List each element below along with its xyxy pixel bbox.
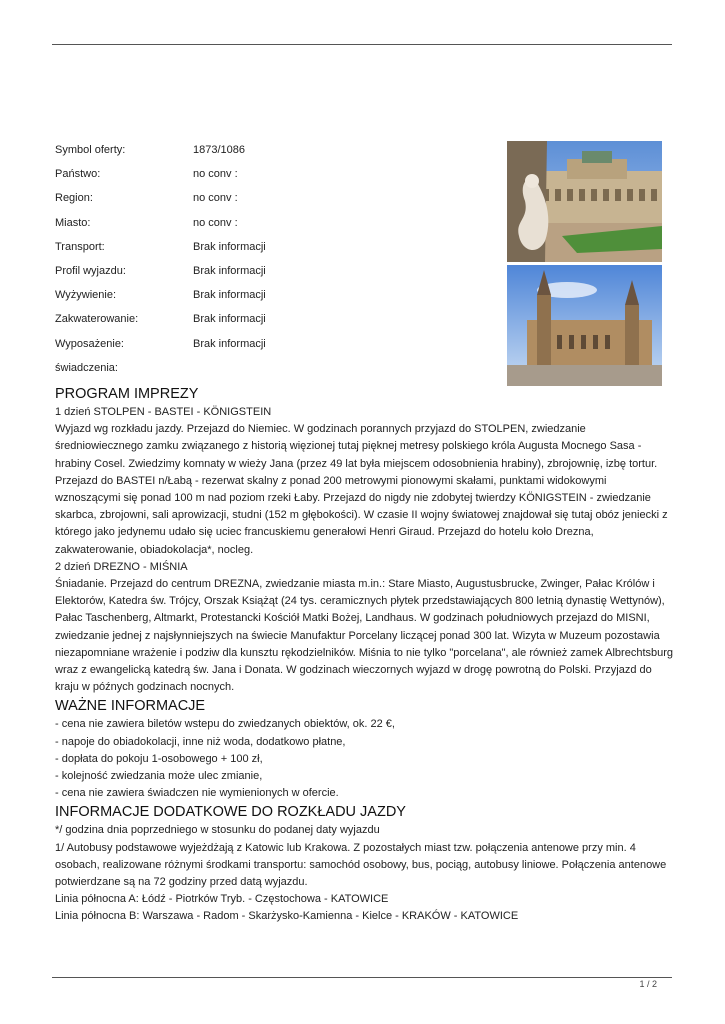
- program-line: wraz z ewangelicką katedrą św. Jana i Donata. W godzinach wieczornych wyjazd w drogę powrotną do Polski. Przyjazd do: [55, 664, 652, 677]
- schedule-line: Linia północna A: Łódź - Piotrków Tryb. - Częstochowa - KATOWICE: [55, 893, 389, 906]
- important-item: - kolejność zwiedzania może ulec zmianie,: [55, 770, 263, 783]
- offer-value: Brak informacji: [193, 240, 266, 253]
- program-line: wznoszącymi się ponad 100 m nad poziom rzeki Łaby. Przejazd do nigdy nie zdobytej twierdzy KÖNIGSTEIN - zwiedzanie: [55, 492, 651, 505]
- page-number: 1 / 2: [639, 979, 657, 989]
- program-line: hrabiny Cosel. Zwiedzimy komnaty w wieży Jana (przez 49 lat była miejscem odosobnienia hrabiny), zbrojownię, izbę tortur.: [55, 457, 658, 470]
- photo-cathedral: [507, 265, 662, 386]
- offer-row: [55, 309, 485, 333]
- program-line: kraju w późnych godzinach nocnych.: [55, 681, 235, 694]
- important-item: - cena nie zawiera biletów wstepu do zwiedzanych obiektów, ok. 22 €,: [55, 718, 395, 731]
- offer-row: [55, 358, 485, 382]
- important-item: - dopłata do pokoju 1-osobowego + 100 zł,: [55, 752, 263, 765]
- program-line: Wyjazd wg rozkładu jazdy. Przejazd do Niemiec. W godzinach porannych przyjazd do STOLPEN, zwiedzanie: [55, 423, 586, 436]
- important-heading: WAŻNE INFORMACJE: [55, 698, 206, 715]
- important-item: - napoje do obiadokolacji, inne niż woda, dodatkowo płatne,: [55, 735, 346, 748]
- offer-row: [55, 213, 485, 237]
- offer-label: Miasto:: [55, 216, 91, 229]
- schedule-line: osobach, realizowane różnymi środkami transportu: samochód osobowy, bus, pociąg, autobusy liniowe. Połączenia antenowe: [55, 858, 667, 871]
- schedule-line: potwierdzane są na 72 godziny przed datą wyjazdu.: [55, 876, 308, 889]
- program-heading: PROGRAM IMPREZY: [55, 386, 199, 402]
- program-content: [55, 384, 675, 926]
- program-line: zakwaterowanie, obiadokolacja*, nocleg.: [55, 543, 254, 556]
- program-line: 1 dzień STOLPEN - BASTEI - KÖNIGSTEIN: [55, 406, 272, 418]
- photo-zwinger: [507, 141, 662, 262]
- program-line: Śniadanie. Przejazd do centrum DREZNA, zwiedzanie miasta m.in.: Stare Miasto, Augustusbrucke, Zwinger, Pałac Królów i: [55, 578, 655, 591]
- program-line: niezapomniane wrażenie i podziw dla kunsztu rękodzielników. Miśnia to nie tylko "porcelana", ale również zamek Albrechtsburg: [55, 646, 674, 659]
- offer-value: Brak informacji: [193, 313, 266, 326]
- schedule-text: [55, 822, 675, 925]
- offer-label: Profil wyjazdu:: [55, 264, 126, 277]
- offer-value: Brak informacji: [193, 289, 266, 302]
- offer-value: no conv :: [193, 168, 238, 181]
- offer-label: Wyposażenie:: [55, 337, 124, 350]
- offer-label: Region:: [55, 192, 93, 205]
- important-item: - cena nie zawiera świadczen nie wymienionych w ofercie.: [55, 787, 339, 800]
- offer-row: [55, 237, 485, 261]
- offer-row: [55, 285, 485, 309]
- offer-label: Wyżywienie:: [55, 289, 117, 302]
- program-line: Pałac Taschenberg, Altmarkt, Protestancki Kościół Matki Bożej, Landhaus. W godzinach południowych przejazd do MISNI,: [55, 612, 650, 625]
- program-line: średniowiecznego zamku związanego z historią więzionej tutaj pięknej metresy polskiego króla Augusta Mocnego Sasa -: [55, 440, 642, 453]
- header-rule: [52, 44, 672, 45]
- offer-value: 1873/1086: [193, 144, 245, 156]
- schedule-heading: INFORMACJE DODATKOWE DO ROZKŁADU JAZDY: [55, 804, 406, 821]
- program-line: 2 dzień DREZNO - MIŚNIA: [55, 560, 188, 573]
- offer-value: no conv :: [193, 192, 238, 205]
- offer-row: [55, 140, 485, 164]
- footer-rule: [52, 977, 672, 978]
- offer-label: świadczenia:: [55, 361, 118, 374]
- offer-label: Transport:: [55, 240, 105, 253]
- offer-value: Brak informacji: [193, 337, 266, 350]
- program-line: którego jako jedynemu udało się uciec francuskiemu generałowi Henri Giraud. Przejazd do hotelu koło Drezna,: [55, 526, 594, 539]
- offer-row: [55, 334, 485, 358]
- offer-row: [55, 261, 485, 285]
- offer-value: no conv :: [193, 216, 238, 229]
- schedule-line: Linia północna B: Warszawa - Radom - Skarżysko-Kamienna - Kielce - KRAKÓW - KATOWICE: [55, 910, 519, 923]
- offer-row: [55, 188, 485, 212]
- program-line: Elektorów, Katedra św. Trójcy, Orszak Książąt (24 tys. ceramicznych płytek przedstawiających 800 letnią dynastię Wettynów),: [55, 595, 665, 608]
- schedule-line: */ godzina dnia poprzedniego w stosunku do podanej daty wyjazdu: [55, 824, 380, 837]
- offer-value: Brak informacji: [193, 264, 266, 277]
- program-line: Przejazd do BASTEI n/Łabą - rezerwat skalny z ponad 200 metrowymi pionowymi skałami, punktami widokowymi: [55, 474, 607, 487]
- offer-label: Zakwaterowanie:: [55, 313, 139, 326]
- schedule-line: 1/ Autobusy podstawowe wyjeżdżają z Katowic lub Krakowa. Z pozostałych miast tzw. połączenia antenowe przy min. 4: [55, 841, 636, 854]
- cathedral-image: [507, 265, 662, 386]
- offer-label: Symbol oferty:: [55, 144, 126, 156]
- offer-row: [55, 164, 485, 188]
- program-text: [55, 404, 675, 696]
- zwinger-image: [507, 141, 662, 262]
- important-list: [55, 716, 675, 802]
- program-line: zwiedzanie jednej z najsłynniejszych na świecie Manufaktur Porcelany liczącej ponad 300 lat. Wizyta w Muzeum pozostawia: [55, 629, 660, 642]
- program-line: skarbca, zbrojowni, sali aprowizacji, studni (152 m głębokości). W czasie II wojny światowej znajdował się tutaj obóz jeniecki z: [55, 509, 668, 522]
- offer-details: [55, 140, 485, 382]
- offer-label: Państwo:: [55, 168, 101, 181]
